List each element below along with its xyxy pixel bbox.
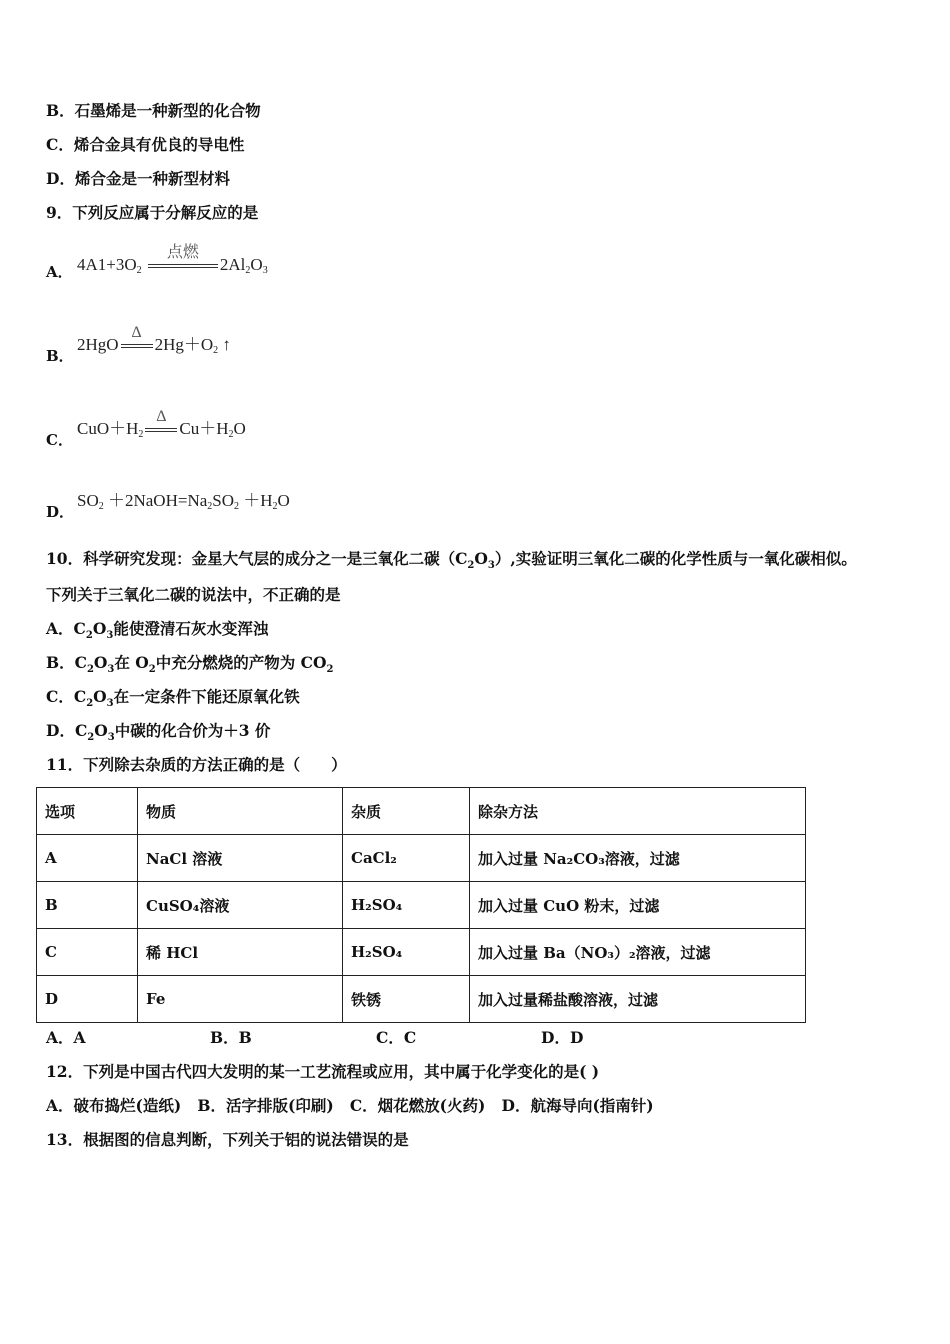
table-cell: A [37,835,138,882]
q10-option-d: D．$C_2O_3$中碳的化合价为＋3 价 [46,721,271,744]
q10-stem-line2: 下列关于三氧化二碳的说法中，不正确的是 [46,585,341,604]
q9-option-a-label: A． [46,263,73,281]
q11-table [36,787,806,1023]
q8-option-d: D．烯合金是一种新型材料 [46,169,230,188]
table-cell: 加入过量 Na₂CO₃溶液，过滤 [470,835,806,882]
table-cell: 铁锈 [343,976,470,1023]
table-cell: 稀 HCl [138,929,343,976]
table-header-cell: 除杂方法 [470,788,806,835]
q11-answer-c: C．C [376,1028,417,1047]
reaction-arrow-heat: Δ [145,428,177,432]
q12-options: A．破布捣烂(造纸) B．活字排版(印刷) C．烟花燃放(火药) D．航海导向(指南针) [46,1096,654,1115]
q9-stem: 9．下列反应属于分解反应的是 [46,203,259,222]
table-cell: CaCl₂ [343,835,470,882]
q11-answer-b: B．B [210,1028,252,1047]
table-cell: B [37,882,138,929]
q12-stem: 12．下列是中国古代四大发明的某一工艺流程或应用，其中属于化学变化的是( ) [46,1062,600,1081]
q9-option-c-label: C． [46,431,73,449]
table-header-cell: 杂质 [343,788,470,835]
q11-answer-d: D．D [541,1028,584,1047]
table-cell: 加入过量 CuO 粉末，过滤 [470,882,806,929]
table-cell: H₂SO₄ [343,929,470,976]
q9-option-c-equation: $CuO+H_2$ Δ $Cu+H_2O$ [77,408,246,440]
table-row [37,882,806,929]
reaction-arrow-heat: Δ [121,344,153,348]
q9-option-d-equation: $SO_2$ $+2NaOH=Na_2SO_2 +H_2O$ [77,491,290,512]
table-header-cell: 选项 [37,788,138,835]
q11-stem: 11．下列除去杂质的方法正确的是（ ） [46,755,347,774]
q10-option-c: C．$C_2O_3$在一定条件下能还原氧化铁 [46,687,300,710]
q8-option-b: B．石墨烯是一种新型的化合物 [46,101,261,120]
reaction-arrow-ignite: 点燃 [148,264,218,268]
q10-option-b: B．$C_2O_3$在 $O_2$中充分燃烧的产物为 $CO_2$ [46,653,334,676]
q10-option-a: A．$C_2O_3$能使澄清石灰水变浑浊 [46,619,269,642]
table-cell: 加入过量 Ba（NO₃）₂溶液，过滤 [470,929,806,976]
q10-stem-line1: 10．科学研究发现：金星大气层的成分之一是三氧化二碳$(C_2O_3)$,实验证明三氧化二碳的化学性质与一氧化碳相似。 [46,549,857,572]
table-cell: H₂SO₄ [343,882,470,929]
table-row [37,976,806,1023]
table-row [37,929,806,976]
table-row [37,835,806,882]
table-cell: NaCl 溶液 [138,835,343,882]
table-cell: C [37,929,138,976]
table-cell: 加入过量稀盐酸溶液，过滤 [470,976,806,1023]
table-header-cell: 物质 [138,788,343,835]
q9-option-a-equation: $4A1+3O_2$ 点燃 $2Al_2O_3$ [77,244,268,276]
table-header-row [37,788,806,835]
table-cell: CuSO₄溶液 [138,882,343,929]
q8-option-c: C．烯合金具有优良的导电性 [46,135,245,154]
table-cell: D [37,976,138,1023]
q9-option-b-label: B． [46,347,74,365]
q9-option-b-equation: 2HgO Δ $2Hg+O_2$ ↑ [77,324,231,356]
q11-answer-a: A．A [46,1028,86,1047]
q9-option-d-label: D． [46,503,75,521]
q13-stem: 13．根据图的信息判断，下列关于铝的说法错误的是 [46,1130,409,1149]
table-cell: Fe [138,976,343,1023]
